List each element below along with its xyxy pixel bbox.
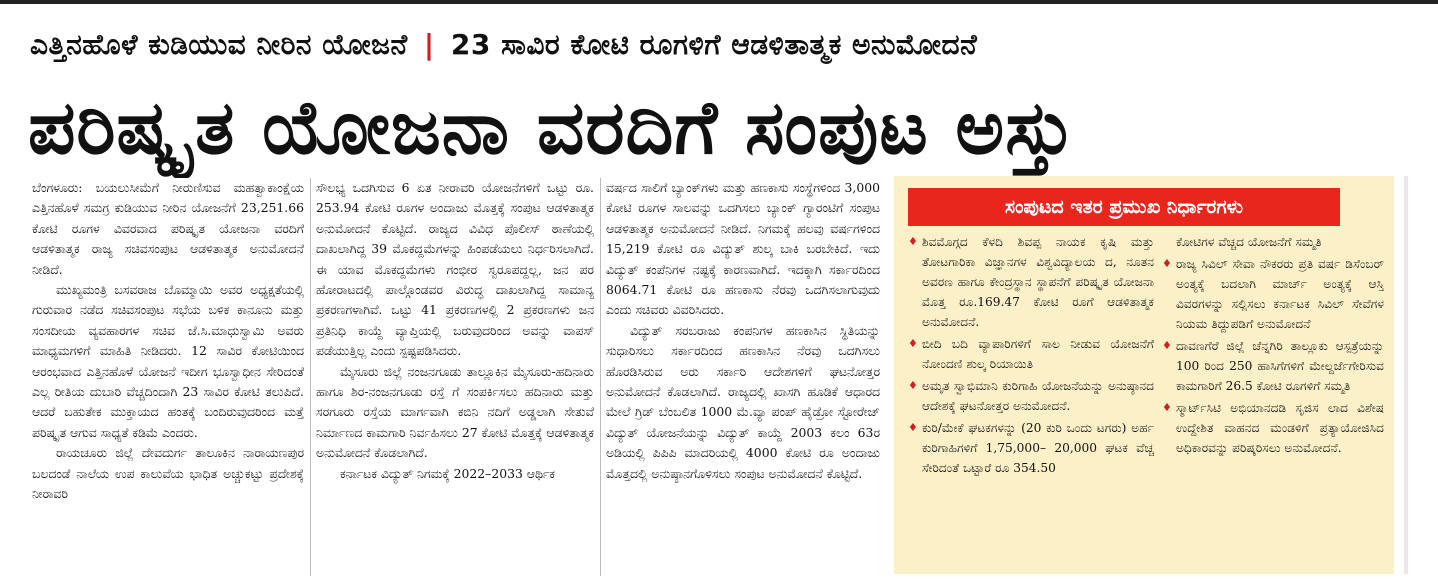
sidebar-item-text: ಬೀದಿ ಬದಿ ವ್ಯಾಪಾರಿಗಳಿಗೆ ಸಾಲ ನೀಡುವ ಯೋಜನೆಗೆ ನೋಂದಣಿ ಶುಲ್ಕ ರಿಯಾಯಿತಿ (922, 337, 1154, 371)
paragraph: ಬೆಂಗಳೂರು: ಬಯಲುಸೀಮೆಗೆ ನೀರುಣಿಸುವ ಮಹತ್ವಾಕಾಂಕ್ಷೆಯ ಎತ್ತಿನಹೊಳೆ ಸಮಗ್ರ ಕುಡಿಯುವ ನೀರಿನ ಯೋಜನೆಗೆ 23,251.66 ಕೋಟಿ ರೂಗಳ ವಿವರವಾದ ಪರಿಷ್ಕೃತ ಯೋಜನಾ ವರದಿಗೆ ಆಡಳಿತಾತ್ಮಕ ರಾಜ್ಯ ಸಚಿವಸಂಪುಟ ಆಡಳಿತಾತ್ಮಕ ಅನುಮೋದನೆ ನೀಡಿದೆ. (32, 180, 304, 277)
paragraph: ವರ್ಷದ ಸಾಲಿಗೆ ಬ್ಯಾಂಕ್‌ಗಳು ಮತ್ತು ಹಣಕಾಸು ಸಂಸ್ಥೆಗಳಿಂದ 3,000 ಕೋಟಿ ರೂಗಳ ಸಾಲವನ್ನು ಒದಗಿಸಲು ಬ್ಯಾಂಕ್ ಗ್ಯಾರಂಟಿಗೆ ಸಂಪುಟ ಆಡಳಿತಾತ್ಮಕ ಅನುಮೋದನೆ ನೀಡಿದೆ. ನಿಗಮಕ್ಕೆ ಹಲವು ವರ್ಷಗಳಿಂದ 15,219 ಕೋಟಿ ರೂ ವಿದ್ಯುತ್ ಶುಲ್ಕ ಬಾಕಿ ಬರಬೇಕಿದೆ. ಇದು ವಿದ್ಯುತ್ ಕಂಪೆನಿಗಳ ನಷ್ಟಕ್ಕೆ ಕಾರಣವಾಗಿದೆ. ಇದಕ್ಕಾಗಿ ಸರ್ಕಾರದಿಂದ 8064.71 ಕೋಟಿ ರೂ ಹಣಕಾಸು ನೆರವು ಒದಗಿಸಲಾಗುವುದು ಎಂದು ಸಚಿವರು ವಿವರಿಸಿದರು. (606, 180, 880, 318)
kicker-headline (30, 28, 1400, 72)
sidebar-item (908, 232, 1154, 332)
sidebar-column-2 (1162, 232, 1384, 570)
sidebar-item-text: ಶಿವಮೊಗ್ಗದ ಕೆಳದಿ ಶಿವಪ್ಪ ನಾಯಕ ಕೃಷಿ ಮತ್ತು ತೋಟಗಾರಿಕಾ ವಿಜ್ಞಾನಗಳ ವಿಶ್ವವಿದ್ಯಾಲಯ ದ, ನೂತನ ಅವರಣ ಹಾಗೂ ಕೇಂದ್ರಸ್ಥಾನ ಸ್ಥಾಪನೆಗೆ ಪರಿಷ್ಕೃತ ಯೋಜನಾ ಮೊತ್ತ ರೂ.169.47 ಕೋಟಿ ರೂಗೆ ಆಡಳಿತಾತ್ಮಕ ಅನುಮೋದನೆ. (922, 235, 1154, 329)
paragraph: ಮೈಸೂರು ಜಿಲ್ಲೆ ನಂಜನಗೂಡು ತಾಲ್ಲೂಕಿನ ಮೈಸೂರು-ಹದಿನಾರು ಹಾಗೂ ಶಿರ-ನಂಜನಗೂಡು ರಸ್ತೆ ಗೆ ಸಂಪರ್ಕಿಸಲು ಹದಿನಾರು ಮತ್ತು ಸರಗೂರು ರಸ್ತೆಯ ಮಾರ್ಗವಾಗಿ ಕಬಿನಿ ನದಿಗೆ ಅಡ್ಡಲಾಗಿ ಸೇತುವೆ ನಿರ್ಮಾಣದ ಕಾಮಗಾರಿ ನಿರ್ವಹಿಸಲು 27 ಕೋಟಿ ಮೊತ್ತಕ್ಕೆ ಆಡಳಿತಾತ್ಮಕ ಅನುಮೋದನೆ ಕೊಡಲಾಗಿದೆ. (316, 363, 594, 461)
diamond-bullet-icon: ♦ (908, 421, 918, 434)
top-rule (0, 0, 1438, 4)
column-divider (600, 178, 601, 576)
sidebar-item (908, 376, 1154, 416)
paragraph: ಮುಖ್ಯಮಂತ್ರಿ ಬಸವರಾಜ ಬೊಮ್ಮಾಯಿ ಅವರ ಅಧ್ಯಕ್ಷತೆಯಲ್ಲಿ ಗುರುವಾರ ನಡೆದ ಸಚಿವಸಂಪುಟ ಸಭೆಯ ಬಳಿಕ ಕಾನೂನು ಮತ್ತು ಸಂಸದೀಯ ವ್ಯವಹಾರಗಳ ಸಚಿವ ಜೆ.ಸಿ.ಮಾಧುಸ್ವಾಮಿ ಅವರು ಮಾಧ್ಯಮಗಳಿಗೆ ಮಾಹಿತಿ ನೀಡಿದರು. 12 ಸಾವಿರ ಕೋಟಿಯಿಂದ ಆರಂಭವಾದ ಎತ್ತಿನಹೊಳೆ ಯೋಜನೆ ಇದೀಗ ಭೂಸ್ವಾಧೀನ ಸೇರಿದಂತೆ ಎಲ್ಲ ರೀತಿಯ ದುಬಾರಿ ವೆಚ್ಚದಿಂದಾಗಿ 23 ಸಾವಿರ ಕೋಟಿ ತಲುಪಿದೆ. ಆದರೆ ಬಹುತೇಕ ಮುಕ್ತಾಯದ ಹಂತಕ್ಕೆ ಬಂದಿರುವುದರಿಂದ ಮತ್ತೆ ಪರಿಷ್ಕೃತ ಆಗುವ ಸಾಧ್ಯತೆ ಕಡಿಮೆ ಎಂದರು. (32, 282, 304, 440)
paragraph: ರಾಯಚೂರು ಜಿಲ್ಲೆ ದೇವದುರ್ಗ ತಾಲೂಕಿನ ನಾರಾಯಣಪುರ ಬಲದಂಡೆ ನಾಲೆಯ ಉಪ ಕಾಲುವೆಯ ಭಾಧಿತ ಅಚ್ಚುಕಟ್ಟು ಪ್ರದೇಶಕ್ಕೆ ನೀರಾವರಿ (32, 445, 304, 502)
kicker-right: 23 ಸಾವಿರ ಕೋಟಿ ರೂಗಳಿಗೆ ಆಡಳಿತಾತ್ಮಕ ಅನುಮೋದನೆ (450, 28, 978, 61)
sidebar-item-text: ಕುರಿ/ಮೇಕೆ ಘಟಕಗಳನ್ನು (20 ಕುರಿ ಒಂದು ಟಗರು) ಅರ್ಹ ಕುರಿಗಾಹಿಗಳಿಗೆ 1,75,000– 20,000 ಘಟಕ ವೆಚ್ಚ ಸೇರಿದಂತೆ ಒಟ್ಟಾರೆ ರೂ 354.50 (922, 421, 1154, 475)
paragraph: ಕರ್ನಾಟಕ ವಿದ್ಯುತ್ ನಿಗಮಕ್ಕೆ 2022–2033 ಆರ್ಥಿಕ (340, 465, 555, 481)
column-divider (310, 178, 311, 576)
kicker-left: ಎತ್ತಿನಹೊಳೆ ಕುಡಿಯುವ ನೀರಿನ ಯೋಜನೆ (30, 28, 408, 61)
sidebar-item (1162, 336, 1384, 396)
sidebar-column-1 (908, 232, 1154, 570)
sidebar-item-text: ಅಮೃತ ಸ್ವಾಭಿಮಾನಿ ಕುರಿಗಾಹಿ ಯೋಜನೆಯನ್ನು ಅನುಷ್ಠಾನದ ಆದೇಶಕ್ಕೆ ಘಟನೋತ್ತರ ಅನುಮೋದನೆ. (922, 379, 1154, 413)
sidebar-item-text: ದಾವಣಗೆರೆ ಜಿಲ್ಲೆ ಚೆನ್ನಗಿರಿ ತಾಲ್ಲೂಕು ಆಸ್ಪತ್ರೆಯನ್ನು 100 ರಿಂದ 250 ಹಾಸಿಗೆಗಳಿಗೆ ಮೇಲ್ದರ್ಜೆಗೇರಿಸುವ ಕಾಮಗಾರಿಗೆ 26.5 ಕೋಟಿ ರೂಗಳಿಗೆ ಸಮ್ಮತಿ (1176, 339, 1384, 393)
article-column-2 (316, 178, 594, 576)
sidebar-item (1162, 254, 1384, 334)
sidebar-item (1162, 398, 1384, 458)
sidebar-item (908, 334, 1154, 374)
diamond-bullet-icon: ♦ (908, 379, 918, 392)
sidebar-item-text: ರಾಜ್ಯ ಸಿವಿಲ್ ಸೇವಾ ನೌಕರರು ಪ್ರತಿ ವರ್ಷ ಡಿಸೆಂಬರ್ ಅಂತ್ಯಕ್ಕೆ ಬದಲಾಗಿ ಮಾರ್ಚ್ ಅಂತ್ಯಕ್ಕೆ ಆಸ್ತಿ ವಿವರಗಳನ್ನು ಸಲ್ಲಿಸಲು ಕರ್ನಾಟಕ ಸಿವಿಲ್ ಸೇವೆಗಳ ನಿಯಮ ತಿದ್ದುಪಡಿಗೆ ಅನುಮೋದನೆ (1176, 257, 1384, 331)
page-edge (1404, 176, 1408, 574)
paragraph: ವಿದ್ಯುತ್ ಸರಬರಾಜು ಕಂಪನಿಗಳ ಹಣಕಾಸಿನ ಸ್ಥಿತಿಯನ್ನು ಸುಧಾರಿಸಲು ಸರ್ಕಾರದಿಂದ ಹಣಕಾಸಿನ ನೆರವು ಒದಗಿಸಲು ಹೊರಡಿಸಿರುವ ಅರು ಸರ್ಕಾರಿ ಆದೇಶಗಳಿಗೆ ಘಟನೋತ್ತರ ಅನುಮೋದನೆ ಕೊಡಲಾಗಿದೆ. ರಾಜ್ಯದಲ್ಲಿ ಖಾಸಗಿ ಹೂಡಿಕೆ ಆಧಾರದ ಮೇಲೆ ಗ್ರಿಡ್ ಬೆಂಬಲಿತ 1000 ಮೆ.ವ್ಯಾ ಪಂಪ್ ಹೈಡ್ರೋ ಸ್ಟೋರೇಜ್ ವಿದ್ಯುತ್ ಯೋಜನೆಯನ್ನು ವಿದ್ಯುತ್ ಕಾಯ್ದೆ 2003 ಕಲಂ 63ರ ಅಡಿಯಲ್ಲಿ ಪಿಪಿಪಿ ಮಾದರಿಯಲ್ಲಿ 4000 ಕೋಟಿ ರೂ ಅಂದಾಜು ಮೊತ್ತದಲ್ಲಿ ಅನುಷ್ಠಾನಗೊಳಿಸಲು ಸಂಪುಟ ಅನುಮೋದನೆ ಕೊಟ್ಟಿದೆ. (606, 322, 880, 481)
sidebar-item (908, 418, 1154, 478)
sidebar-continuation: ಕೋಟಿಗಳ ವೆಚ್ಚದ ಯೋಜನೆಗೆ ಸಮ್ಮತಿ (1176, 235, 1322, 249)
article-column-3 (606, 178, 880, 576)
sidebar-box (894, 176, 1394, 574)
diamond-bullet-icon: ♦ (1162, 257, 1172, 270)
diamond-bullet-icon: ♦ (1162, 339, 1172, 352)
sidebar-title: ಸಂಪುಟದ ಇತರ ಪ್ರಮುಖ ನಿರ್ಧಾರಗಳು (908, 188, 1340, 226)
main-headline: ಪರಿಷ್ಕೃತ ಯೋಜನಾ ವರದಿಗೆ ಸಂಪುಟ ಅಸ್ತು (28, 85, 1076, 171)
article-column-1 (32, 178, 304, 576)
kicker-separator: | (423, 28, 435, 61)
diamond-bullet-icon: ♦ (1162, 401, 1172, 414)
sidebar-item-text: ಸ್ಮಾರ್ಟ್‌ಸಿಟಿ ಅಭಿಯಾನದಡಿ ಸೃಜಿಸ ಲಾದ ವಿಶೇಷ ಉದ್ದೇಶಿತ ವಾಹನದ ಮಂಡಳಿಗೆ ಪ್ರತ್ಯಾಯೋಜಿಸಿದ ಅಧಿಕಾರವನ್ನು ಪರಿಷ್ಕರಿಸಲು ಅನುಮೋದನೆ. (1176, 401, 1384, 455)
diamond-bullet-icon: ♦ (908, 235, 918, 248)
diamond-bullet-icon: ♦ (908, 337, 918, 350)
paragraph: ಸೌಲಭ್ಯ ಒದಗಿಸುವ 6 ಏತ ನೀರಾವರಿ ಯೋಜನೆಗಳಿಗೆ ಒಟ್ಟು ರೂ. 253.94 ಕೋಟಿ ರೂಗಳ ಅಂದಾಜು ಮೊತ್ತಕ್ಕೆ ಸಂಪುಟ ಆಡಳಿತಾತ್ಮಕ ಅನುಮೋದನೆ ಕೊಟ್ಟಿದೆ. ರಾಜ್ಯದ ವಿವಿಧ ಪೊಲೀಸ್ ಠಾಣೆಯಲ್ಲಿ ದಾಖಲಾಗಿದ್ದ 39 ಮೊಕದ್ದಮೆಗಳನ್ನು ಹಿಂಪಡೆಯಲು ನಿರ್ಧರಿಸಲಾಗಿದೆ. ಈ ಯಾವ ಮೊಕದ್ದಮೆಗಳು ಗಂಭೀರ ಸ್ವರೂಪದ್ದಲ್ಲ, ಜನ ಪರ ಹೋರಾಟದಲ್ಲಿ ಪಾಲ್ಗೊಂಡವರ ವಿರುದ್ಧ ದಾಖಲಾಗಿದ್ದ ಸಾಮಾನ್ಯ ಪ್ರಕರಣಗಳಾಗಿವೆ. ಒಟ್ಟು 41 ಪ್ರಕರಣಗಳಲ್ಲಿ 2 ಪ್ರಕರಣಗಳು ಜನ ಪ್ರತಿನಿಧಿ ಕಾಯ್ದೆ ವ್ಯಾಪ್ತಿಯಲ್ಲಿ ಬರುವುದರಿಂದ ಅವನ್ನು ವಾಪಸ್ ಪಡೆಯುತ್ತಿಲ್ಲ ಎಂದು ಸ್ಪಷ್ಟಪಡಿಸಿದರು. (316, 180, 594, 359)
